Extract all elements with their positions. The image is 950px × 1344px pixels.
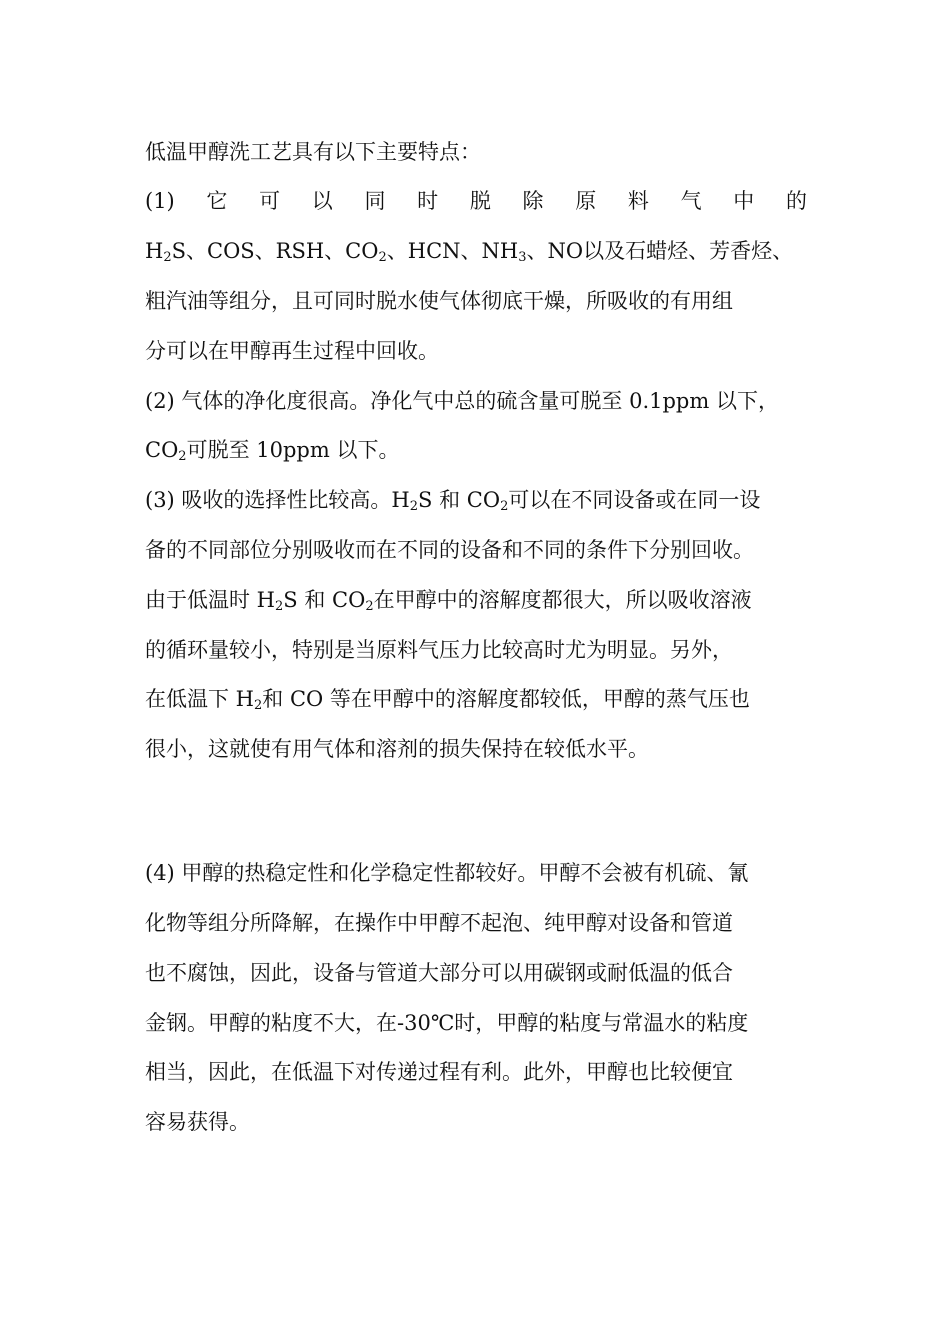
p1-line-4: 分可以在甲醇再生过程中回收。 xyxy=(145,339,439,363)
p3-line-1: (3) 吸收的选择性比较高。$H_2S$ 和 $CO_2$可以在不同设备或在同一设 xyxy=(145,488,761,514)
p4-line-6: 容易获得。 xyxy=(145,1110,250,1134)
p3-line-3: 由于低温时 $H_2S$ 和 $CO_2$在甲醇中的溶解度都很大，所以吸收溶液 xyxy=(145,588,752,614)
p1-line-3: 粗汽油等组分，且可同时脱水使气体彻底干燥，所吸收的有用组 xyxy=(145,289,733,313)
p4-line-2: 化物等组分所降解，在操作中甲醇不起泡、纯甲醇对设备和管道 xyxy=(145,911,733,935)
p1-line-1: (1)它可以同时脱除原料气中的 xyxy=(145,189,807,213)
p2-line-2: $CO_2$可脱至 10ppm 以下。 xyxy=(145,438,400,464)
p3-line-5: 在低温下 $H_2$和 CO 等在甲醇中的溶解度都较低，甲醇的蒸气压也 xyxy=(145,687,750,713)
p3-line-6: 很小，这就使有用气体和溶剂的损失保持在较低水平。 xyxy=(145,737,649,761)
intro-line: 低温甲醇洗工艺具有以下主要特点： xyxy=(145,140,481,164)
p4-line-4: 金钢。甲醇的粘度不大，在-30℃时，甲醇的粘度与常温水的粘度 xyxy=(145,1011,749,1035)
p3-line-4: 的循环量较小，特别是当原料气压力比较高时尤为明显。另外， xyxy=(145,638,733,662)
p4-line-3: 也不腐蚀，因此，设备与管道大部分可以用碳钢或耐低温的低合 xyxy=(145,961,733,985)
p3-line-2: 备的不同部位分别吸收而在不同的设备和不同的条件下分别回收。 xyxy=(145,538,754,562)
p2-line-1: (2) 气体的净化度很高。净化气中总的硫含量可脱至 0.1ppm 以下， xyxy=(145,389,779,413)
p1-line-2: $H_2S$、COS、RSH、$CO_2$、HCN、$NH_3$、NO以及石蜡烃、芳香烃、 xyxy=(145,239,794,265)
p4-line-5: 相当，因此，在低温下对传递过程有利。此外，甲醇也比较便宜 xyxy=(145,1060,733,1084)
p4-line-1: (4) 甲醇的热稳定性和化学稳定性都较好。甲醇不会被有机硫、氰 xyxy=(145,861,749,885)
